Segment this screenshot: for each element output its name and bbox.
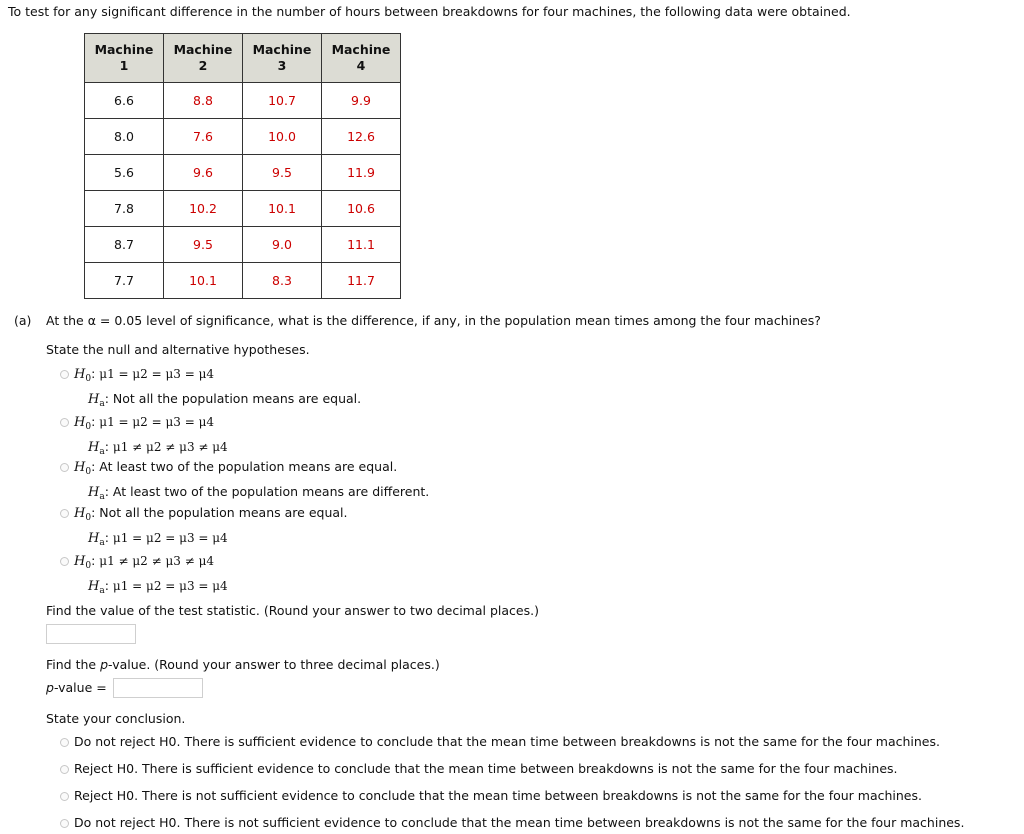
- conclusion-prompt: State your conclusion.: [46, 711, 186, 726]
- table-cell: 9.5: [164, 227, 243, 263]
- table-cell: 9.0: [243, 227, 322, 263]
- test-statistic-input[interactable]: [46, 624, 136, 644]
- table-cell: 9.5: [243, 155, 322, 191]
- table-row: [85, 155, 401, 191]
- part-a-question: At the α = 0.05 level of significance, what is the difference, if any, in the population mean times among the four machines?: [46, 313, 821, 328]
- table-cell: 8.8: [164, 83, 243, 119]
- test-statistic-prompt: Find the value of the test statistic. (Round your answer to two decimal places.): [46, 603, 539, 618]
- table-cell: 9.9: [322, 83, 401, 119]
- hypothesis-option-4[interactable]: $H_0$: Not all the population means are equal. $H_a$: μ1 = μ2 = μ3 = μ4: [60, 503, 347, 553]
- table-cell: 12.6: [322, 119, 401, 155]
- conclusion-option-1[interactable]: Do not reject H0. There is sufficient evidence to conclude that the mean time between breakdowns is not the same for the four machines.: [60, 734, 940, 749]
- conclusion-option-3[interactable]: Reject H0. There is not sufficient evidence to conclude that the mean time between breakdowns is not the same for the four machines.: [60, 788, 922, 803]
- table-cell: 7.8: [85, 191, 164, 227]
- part-a-label: (a): [14, 313, 32, 328]
- table-cell: 10.0: [243, 119, 322, 155]
- radio-button[interactable]: [60, 418, 69, 427]
- hypothesis-option-3[interactable]: $H_0$: At least two of the population means are equal. $H_a$: At least two of the population means are different.: [60, 457, 429, 507]
- state-hypotheses-prompt: State the null and alternative hypotheses.: [46, 342, 310, 357]
- radio-button[interactable]: [60, 738, 69, 747]
- radio-button[interactable]: [60, 370, 69, 379]
- table-cell: 5.6: [85, 155, 164, 191]
- table-cell: 11.1: [322, 227, 401, 263]
- table-cell: 11.7: [322, 263, 401, 299]
- conclusion-option-4[interactable]: Do not reject H0. There is not sufficient evidence to conclude that the mean time between breakdowns is not the same for the four machines.: [60, 815, 964, 830]
- hypothesis-option-2[interactable]: $H_0$: μ1 = μ2 = μ3 = μ4 $H_a$: μ1 ≠ μ2 ≠ μ3 ≠ μ4: [60, 412, 228, 462]
- table-row: [85, 227, 401, 263]
- table-cell: 7.7: [85, 263, 164, 299]
- table-cell: 11.9: [322, 155, 401, 191]
- table-cell: 8.0: [85, 119, 164, 155]
- problem-intro: To test for any significant difference in the number of hours between breakdowns for four machines, the following data were obtained.: [8, 4, 851, 19]
- table-cell: 10.7: [243, 83, 322, 119]
- conclusion-option-2[interactable]: Reject H0. There is sufficient evidence to conclude that the mean time between breakdowns is not the same for the four machines.: [60, 761, 898, 776]
- table-cell: 6.6: [85, 83, 164, 119]
- header-machine-2: Machine 2: [164, 34, 243, 83]
- table-row: [85, 83, 401, 119]
- header-machine-3: Machine 3: [243, 34, 322, 83]
- radio-button[interactable]: [60, 765, 69, 774]
- table-header-row: [85, 34, 401, 83]
- table-cell: 10.6: [322, 191, 401, 227]
- table-cell: 8.7: [85, 227, 164, 263]
- table-cell: 8.3: [243, 263, 322, 299]
- table-cell: 10.1: [164, 263, 243, 299]
- pvalue-label: p-value =: [46, 680, 107, 695]
- radio-button[interactable]: [60, 819, 69, 828]
- data-table: [84, 33, 401, 299]
- pvalue-input[interactable]: [113, 678, 203, 698]
- table-cell: 9.6: [164, 155, 243, 191]
- header-machine-4: Machine 4: [322, 34, 401, 83]
- pvalue-prompt: Find the p-value. (Round your answer to three decimal places.): [46, 657, 440, 672]
- table-row: [85, 263, 401, 299]
- table-cell: 7.6: [164, 119, 243, 155]
- hypothesis-option-5[interactable]: $H_0$: μ1 ≠ μ2 ≠ μ3 ≠ μ4 $H_a$: μ1 = μ2 = μ3 = μ4: [60, 551, 228, 601]
- header-machine-1: Machine 1: [85, 34, 164, 83]
- radio-button[interactable]: [60, 557, 69, 566]
- table-row: [85, 191, 401, 227]
- table-row: [85, 119, 401, 155]
- hypothesis-option-1[interactable]: $H_0$: μ1 = μ2 = μ3 = μ4 $H_a$: Not all the population means are equal.: [60, 364, 361, 414]
- radio-button[interactable]: [60, 792, 69, 801]
- radio-button[interactable]: [60, 463, 69, 472]
- radio-button[interactable]: [60, 509, 69, 518]
- table-cell: 10.1: [243, 191, 322, 227]
- table-cell: 10.2: [164, 191, 243, 227]
